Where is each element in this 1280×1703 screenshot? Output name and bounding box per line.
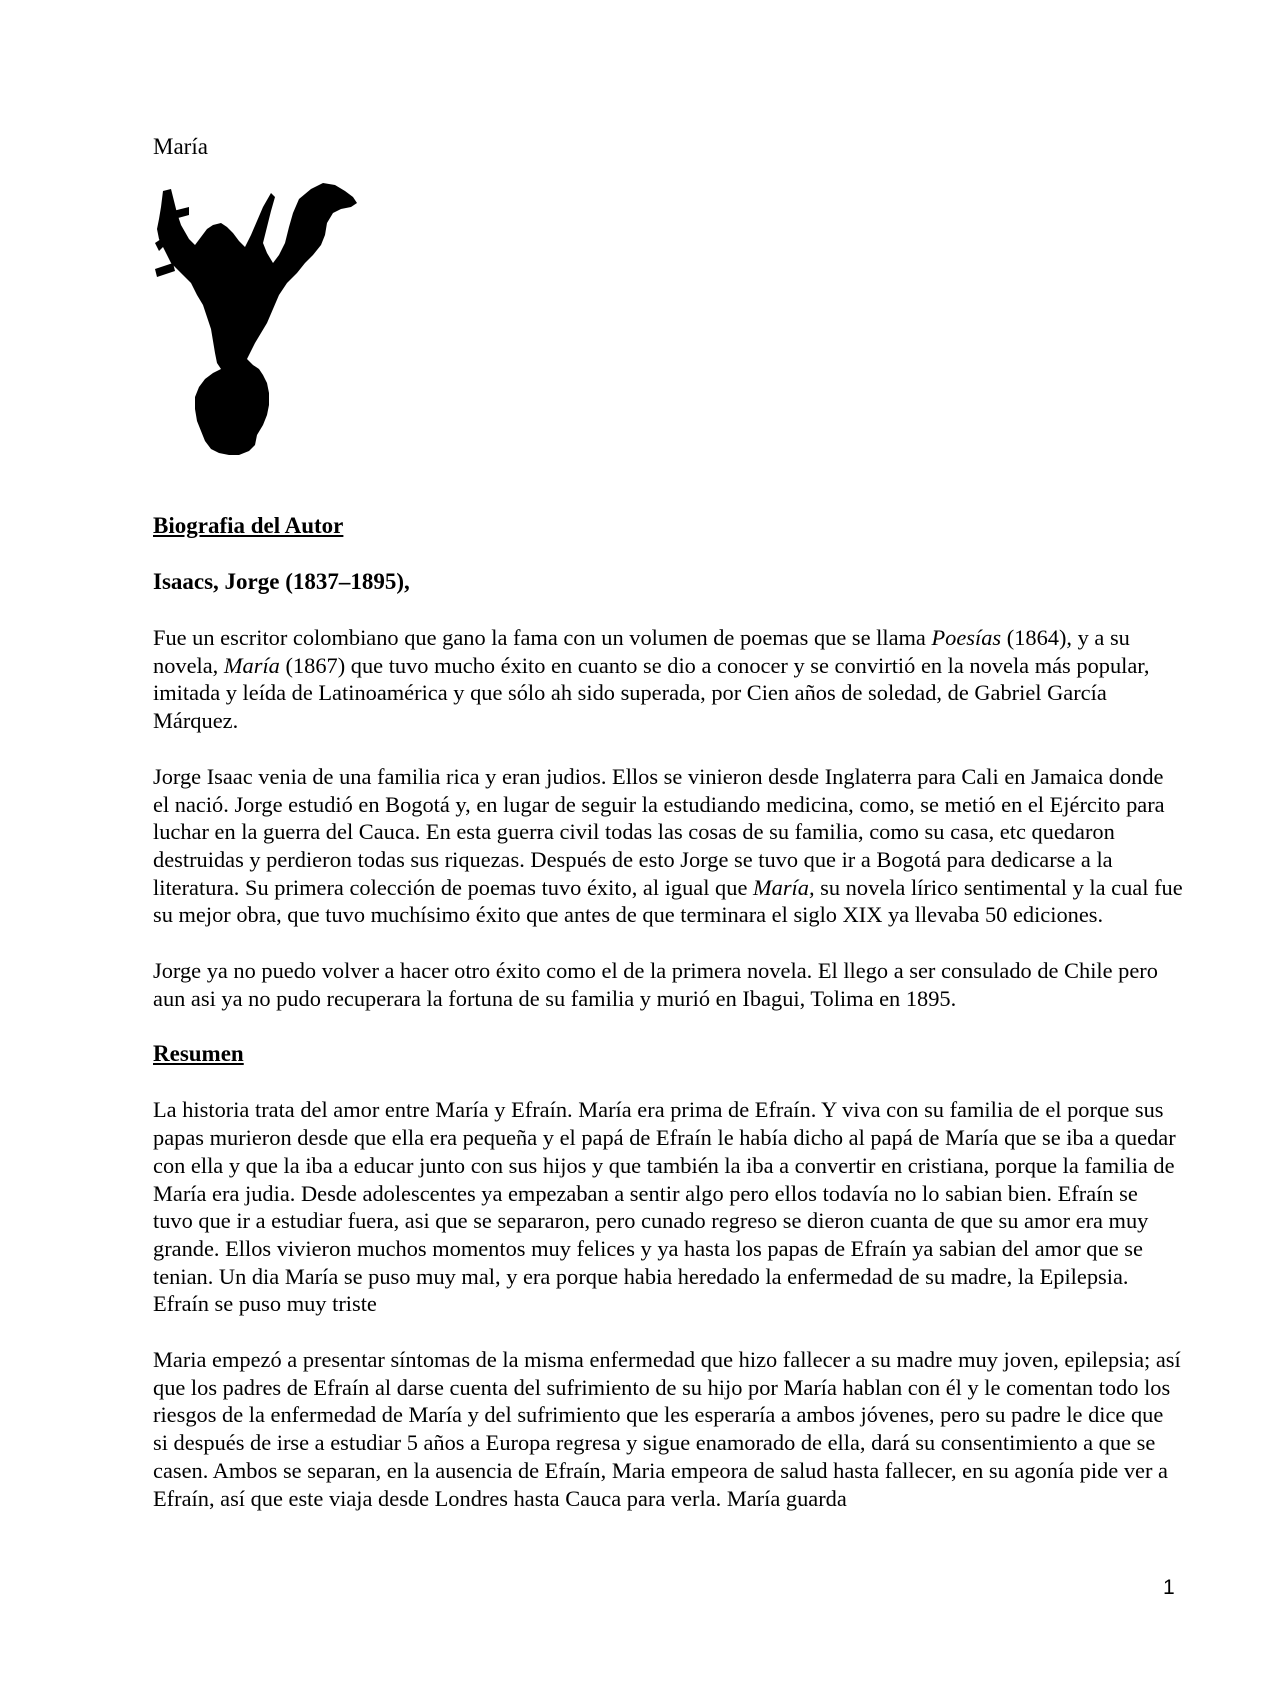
summary-heading: Resumen [153, 1041, 244, 1067]
document-title: María [153, 134, 208, 159]
silhouette-graphic [155, 183, 377, 483]
text-run: su novela lírico sentimental y la cual fue su mejor obra, que tuvo muchísimo éxito que antes de que terminara el siglo XIX ya llevaba 50 ediciones. [153, 874, 1183, 928]
text-run: Jorge Isaac venia de una familia rica y eran judios. Ellos se vinieron desde Inglaterra para Cali en Jamaica donde el nació. Jorge estudió en Bogotá y, en lugar de seguir la estudiando medicina, como, se metió en el Ejército para luchar en la guerra del Cauca. En esta guerra civil todas las cosas de su familia, como su casa, etc quedaron destruidas y perdieron todas sus riquezas. Después de esto Jorge se tuvo que ir a Bogotá para dedicarse a la literatura. Su primera colección de poemas tuvo éxito, al igual que [153, 763, 1165, 900]
author-heading: Isaacs, Jorge (1837–1895), [153, 569, 410, 594]
biography-paragraph-2 [153, 763, 1183, 929]
biography-heading: Biografia del Autor [153, 513, 344, 538]
document-body [153, 512, 1183, 1540]
biography-paragraph-1 [153, 624, 1183, 735]
text-run: (1864), y a su novela, [153, 625, 1130, 678]
italic-title: María [223, 652, 280, 678]
silhouette-illustration [155, 183, 377, 483]
summary-paragraph-1: La historia trata del amor entre María y Efraín. María era prima de Efraín. Y viva con su familia de el porque sus papas murieron desde que ella era pequeña y el papá de Efraín le había dicho al papá de María que se iba a quedar con ella y que la iba a educar junto con sus hijos y que también la iba a convertir en cristiana, porque la familia de María era judia. Desde adolescentes ya empezaban a sentir algo pero ellos todavía no lo sabian bien. Efraín se tuvo que ir a estudiar fuera, asi que se separaron, pero cunado regreso se dieron cuanta de que su amor era muy grande. Ellos vivieron muchos momentos muy felices y ya hasta los papas de Efraín ya sabian del amor que se tenian. Un dia María se puso muy mal, y era porque habia heredado la enfermedad de su madre, la Epilepsia. Efraín se puso muy triste [153, 1097, 1176, 1317]
text-run: (1867) que tuvo mucho éxito en cuanto se dio a conocer y se convirtió en la novela más popular, imitada y leída de Latinoamérica y que sólo ah sido superada, por Cien años de soledad, de Gabriel García Márquez. [153, 652, 1150, 734]
italic-title: Poesías [931, 625, 1002, 650]
italic-title: María, [753, 874, 815, 900]
biography-paragraph-3: Jorge ya no puedo volver a hacer otro éxito como el de la primera novela. El llego a ser consulado de Chile pero aun asi ya no pudo recuperara la fortuna de su familia y murió en Ibagui, Tolima en 1895. [153, 958, 1158, 1011]
page-number: 1 [1163, 1576, 1175, 1599]
text-run: Fue un escritor colombiano que gano la fama con un volumen de poemas que se llama [153, 625, 932, 650]
summary-paragraph-2: Maria empezó a presentar síntomas de la misma enfermedad que hizo fallecer a su madre muy joven, epilepsia; así que los padres de Efraín al darse cuenta del sufrimiento de su hijo por María hablan con él y le comentan todo los riesgos de la enfermedad de María y del sufrimiento que les esperaría a ambos jóvenes, pero su padre le dice que si después de irse a estudiar 5 años a Europa regresa y sigue enamorado de ella, dará su consentimiento a que se casen. Ambos se separan, en la ausencia de Efraín, Maria empeora de salud hasta fallecer, en su agonía pide ver a Efraín, así que este viaja desde Londres hasta Cauca para verla. María guarda [153, 1347, 1181, 1511]
